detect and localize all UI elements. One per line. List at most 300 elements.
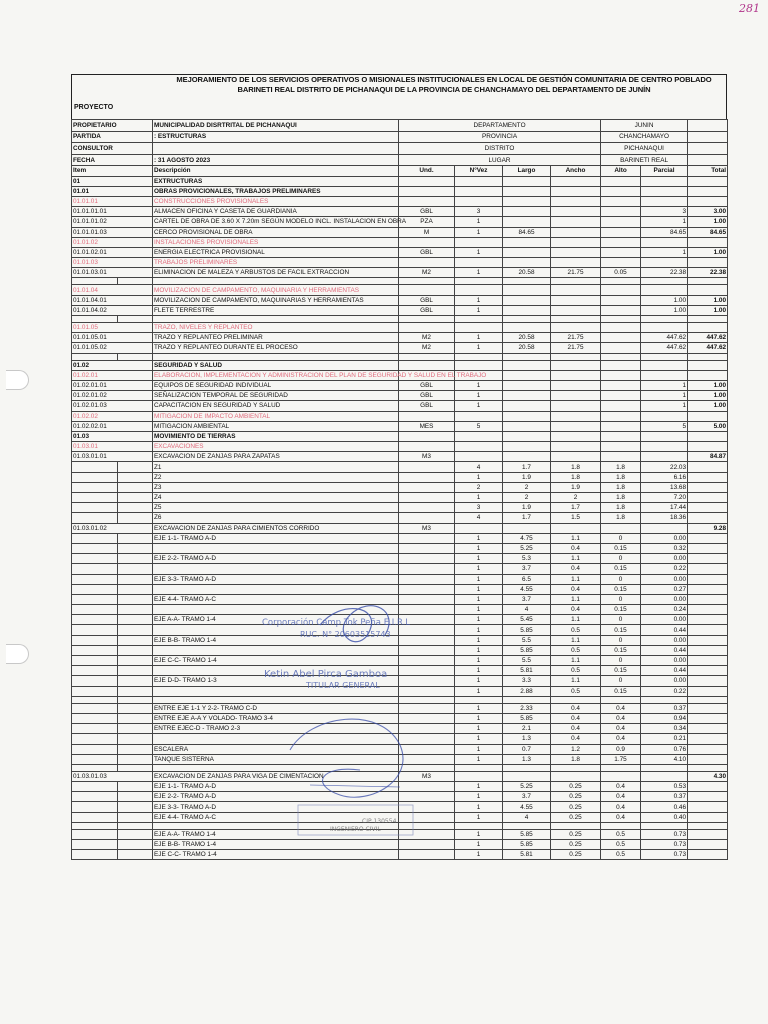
detail-row [72,493,728,503]
partial-cell: 1 [641,401,688,411]
item-row [72,452,728,462]
length-cell: 5.81 [503,666,551,676]
times-cell: 1 [455,829,503,839]
total-cell [688,703,728,713]
total-cell [688,676,728,686]
detail-label: EJE 3-3- TRAMO A-D [153,574,399,584]
times-cell: 1 [455,645,503,655]
partial-cell [641,176,688,186]
detail-label: EJE 4-4- TRAMO A-C [153,812,399,822]
item-description: MOVIMIENTO DE TIERRAS [153,431,399,441]
empty-cell [118,812,153,822]
empty-cell [118,472,153,482]
total-cell: 1.00 [688,401,728,411]
total-cell: 447.62 [688,343,728,353]
total-cell [688,782,728,792]
width-cell: 21.75 [551,343,601,353]
width-cell: 0.4 [551,605,601,615]
item-description: ENERGIA ELECTRICA PROVISIONAL [153,247,399,257]
total-cell [688,574,728,584]
times-cell: 1 [455,724,503,734]
length-cell: 4.75 [503,533,551,543]
width-cell: 1.8 [551,462,601,472]
detail-label: EJE C-C- TRAMO 1-4 [153,656,399,666]
empty-cell [551,316,601,323]
width-cell [551,431,601,441]
info-empty [688,131,728,143]
item-row [72,431,728,441]
height-cell: 0.9 [601,744,641,754]
detail-label: EJE 3-3- TRAMO A-D [153,802,399,812]
length-cell: 20.58 [503,343,551,353]
empty-cell [72,513,118,523]
info-label: PARTIDA [72,131,153,143]
item-row [72,360,728,370]
empty-cell [118,802,153,812]
times-cell: 1 [455,744,503,754]
stamp-engineer: INGENIERO CIVIL [330,826,381,833]
empty-cell [72,840,118,850]
times-cell: 2 [455,482,503,492]
partial-cell: 6.16 [641,472,688,482]
column-header: Ancho [551,166,601,176]
length-cell: 4.55 [503,802,551,812]
item-row [72,268,728,278]
empty-cell [399,353,455,360]
empty-cell [551,822,601,829]
times-cell [455,431,503,441]
blank-row [72,278,728,285]
height-cell [601,431,641,441]
total-cell [688,360,728,370]
info-row [72,120,728,132]
unit-cell [399,186,455,196]
detail-label [153,564,399,574]
total-cell: 9.28 [688,523,728,533]
length-cell [503,391,551,401]
stamp-ruc: RUC. N° 20603515743 [300,630,391,639]
unit-cell [399,533,455,543]
item-description: FLETE TERRESTRE [153,305,399,315]
empty-cell [503,278,551,285]
width-cell: 0.25 [551,792,601,802]
item-code: 01.03 [72,431,153,441]
item-description: EXCAVACION DE ZANJAS PARA CIMIENTOS CORRIDO [153,523,399,533]
detail-label: ENTRE EJE 1-1 Y 2-2- TRAMO C-D [153,703,399,713]
length-cell [503,431,551,441]
empty-cell [503,696,551,703]
height-cell [601,370,641,380]
partial-cell: 1 [641,247,688,257]
empty-cell [72,812,118,822]
total-cell [688,724,728,734]
total-cell: 84.87 [688,452,728,462]
length-cell: 5.85 [503,625,551,635]
total-cell [688,792,728,802]
total-cell [688,503,728,513]
item-description: EXCAVACION DE ZANJAS PARA VIGA DE CIMENTACION [153,771,399,781]
partial-cell: 22.03 [641,462,688,472]
item-description: SEGURIDAD Y SALUD [153,360,399,370]
empty-cell [118,666,153,676]
item-row [72,176,728,186]
partial-cell: 84.65 [641,227,688,237]
empty-cell [118,724,153,734]
times-cell [455,176,503,186]
empty-cell [72,503,118,513]
detail-label: TANQUE SISTERNA [153,754,399,764]
empty-cell [118,554,153,564]
partial-cell: 1.00 [641,305,688,315]
unit-cell: GBL [399,380,455,390]
height-cell: 0.15 [601,645,641,655]
total-cell [688,431,728,441]
empty-cell [551,278,601,285]
width-cell [551,295,601,305]
total-cell: 5.00 [688,421,728,431]
blank-row [72,316,728,323]
length-cell: 3.3 [503,676,551,686]
project-header [71,74,727,119]
total-cell: 1.00 [688,380,728,390]
total-cell: 4.30 [688,771,728,781]
partial-cell: 18.36 [641,513,688,523]
height-cell [601,323,641,333]
detail-row [72,462,728,472]
detail-label: EJE A-A- TRAMO 1-4 [153,615,399,625]
height-cell: 0.4 [601,724,641,734]
width-cell: 0.4 [551,724,601,734]
partial-cell: 0.27 [641,584,688,594]
empty-cell [118,543,153,553]
empty-cell [72,782,118,792]
item-row [72,442,728,452]
length-cell: 20.58 [503,333,551,343]
length-cell: 4 [503,812,551,822]
partial-cell [641,196,688,206]
project-title: MEJORAMIENTO DE LOS SERVICIOS OPERATIVOS O MISIONALES INSTITUCIONALES EN LOCAL DE GESTIÓN COMUNITARIA DE CENTRO POBLADO BARINETI REAL DISTRITO DE PICHANAQUI DE LA PROVINCIA DE CHANCHAMAYO DEL DEPARTAMENTO DE JUNÍN [176,75,712,94]
item-code: 01.02.01.01 [72,380,153,390]
item-row [72,237,728,247]
partial-cell [641,258,688,268]
stamp-holder-title: TITULAR GENERAL [306,681,380,690]
empty-cell [641,764,688,771]
total-cell: 1.00 [688,391,728,401]
item-description: CAPACITACION EN SEGURIDAD Y SALUD [153,401,399,411]
empty-cell [72,482,118,492]
partial-cell: 0.00 [641,615,688,625]
length-cell [503,258,551,268]
empty-cell [118,493,153,503]
item-code: 01.02.01 [72,370,153,380]
empty-cell [118,278,153,285]
times-cell: 1 [455,333,503,343]
detail-label: EJE 1-1- TRAMO A-D [153,782,399,792]
item-description: CERCO PROVISIONAL DE OBRA [153,227,399,237]
empty-cell [118,605,153,615]
height-cell: 0 [601,615,641,625]
partial-cell [641,186,688,196]
empty-cell [118,503,153,513]
height-cell: 1.8 [601,503,641,513]
partial-cell: 3 [641,207,688,217]
total-cell: 1.00 [688,305,728,315]
width-cell: 1.2 [551,744,601,754]
width-cell [551,258,601,268]
times-cell: 1 [455,554,503,564]
length-cell [503,295,551,305]
empty-cell [72,564,118,574]
total-cell [688,442,728,452]
item-row [72,247,728,257]
total-cell [688,802,728,812]
empty-cell [118,513,153,523]
height-cell: 1.8 [601,462,641,472]
partial-cell: 447.62 [641,343,688,353]
item-description: ELIMINACION DE MALEZA Y ARBUSTOS DE FACIL EXTRACCION [153,268,399,278]
empty-cell [118,840,153,850]
total-cell [688,713,728,723]
width-cell [551,196,601,206]
info-key: DEPARTAMENTO [399,120,601,132]
unit-cell [399,411,455,421]
times-cell [455,186,503,196]
item-description: EXCAVACIONES [153,442,399,452]
unit-cell: GBL [399,305,455,315]
total-cell [688,323,728,333]
height-cell: 0 [601,635,641,645]
item-code: 01.01.05.02 [72,343,153,353]
width-cell [551,237,601,247]
item-code: 01.01.01.01 [72,207,153,217]
partial-cell: 0.22 [641,564,688,574]
info-key-value: JUNIN [601,120,688,132]
height-cell: 0.15 [601,686,641,696]
unit-cell: M3 [399,771,455,781]
empty-cell [72,574,118,584]
height-cell [601,343,641,353]
times-cell [455,196,503,206]
height-cell: 0.15 [601,625,641,635]
detail-row [72,513,728,523]
width-cell [551,360,601,370]
unit-cell: GBL [399,295,455,305]
detail-label [153,584,399,594]
empty-cell [118,792,153,802]
empty-cell [72,713,118,723]
item-row [72,186,728,196]
empty-cell [72,666,118,676]
column-header: Und. [399,166,455,176]
unit-cell [399,574,455,584]
empty-cell [118,564,153,574]
length-cell [503,285,551,295]
item-row [72,227,728,237]
detail-label: EJE B-B- TRAMO 1-4 [153,840,399,850]
item-row [72,370,728,380]
empty-cell [72,594,118,604]
detail-row [72,564,728,574]
empty-cell [399,316,455,323]
times-cell: 1 [455,666,503,676]
total-cell [688,411,728,421]
item-code: 01.03.01.03 [72,771,153,781]
total-cell [688,666,728,676]
length-cell: 5.45 [503,615,551,625]
empty-cell [601,353,641,360]
total-cell [688,686,728,696]
width-cell: 1.1 [551,635,601,645]
width-cell [551,247,601,257]
empty-cell [72,554,118,564]
empty-cell [601,822,641,829]
height-cell: 0.4 [601,782,641,792]
item-row [72,401,728,411]
detail-label: ENTRE EJE A-A Y VOLADO- TRAMO 3-4 [153,713,399,723]
empty-cell [72,792,118,802]
width-cell [551,370,601,380]
height-cell [601,411,641,421]
empty-cell [118,764,153,771]
partial-cell: 0.40 [641,812,688,822]
times-cell: 1 [455,472,503,482]
partial-cell: 0.76 [641,744,688,754]
height-cell: 0.05 [601,268,641,278]
item-row [72,421,728,431]
item-description: TRAZO Y REPLANTEO PRELIMINAR [153,333,399,343]
partial-cell: 0.73 [641,829,688,839]
height-cell: 0.4 [601,734,641,744]
width-cell: 1.1 [551,656,601,666]
width-cell: 0.25 [551,829,601,839]
item-row [72,217,728,227]
empty-cell [118,703,153,713]
unit-cell [399,176,455,186]
length-cell: 3.7 [503,594,551,604]
info-row [72,143,728,155]
detail-label: Z5 [153,503,399,513]
item-code: 01.03.01.02 [72,523,153,533]
info-empty [688,143,728,155]
total-cell: 1.00 [688,295,728,305]
times-cell: 1 [455,217,503,227]
stamp-company: Corporación Camp Tok Peña E.I.R.L [262,618,411,628]
total-cell [688,186,728,196]
item-code: 01 [72,176,153,186]
item-row [72,380,728,390]
times-cell: 1 [455,543,503,553]
empty-cell [601,764,641,771]
height-cell [601,217,641,227]
height-cell [601,305,641,315]
item-code: 01.02.01.03 [72,401,153,411]
length-cell: 1.7 [503,513,551,523]
length-cell [503,323,551,333]
times-cell: 1 [455,656,503,666]
detail-label: ESCALERA [153,744,399,754]
empty-cell [72,543,118,553]
empty-cell [72,850,118,860]
length-cell: 5.25 [503,782,551,792]
item-code: 01.01.04.02 [72,305,153,315]
height-cell [601,771,641,781]
column-header: Alto [601,166,641,176]
width-cell: 0.5 [551,645,601,655]
unit-cell [399,285,455,295]
times-cell [455,411,503,421]
item-row [72,207,728,217]
item-code: 01.01.05 [72,323,153,333]
length-cell: 5.5 [503,656,551,666]
height-cell [601,285,641,295]
height-cell: 0 [601,554,641,564]
info-label: CONSULTOR [72,143,153,155]
empty-cell [72,462,118,472]
item-row [72,305,728,315]
empty-cell [72,533,118,543]
width-cell: 0.4 [551,564,601,574]
item-description: MITIGACION AMBIENTAL [153,421,399,431]
total-cell [688,554,728,564]
partial-cell: 0.44 [641,625,688,635]
item-description: CONSTRUCCIONES PROVISIONALES [153,196,399,206]
partial-cell: 0.00 [641,574,688,584]
partial-cell: 0.73 [641,850,688,860]
empty-cell [72,754,118,764]
item-row [72,523,728,533]
total-cell [688,594,728,604]
times-cell: 1 [455,380,503,390]
unit-cell: M2 [399,343,455,353]
empty-cell [72,696,118,703]
total-cell: 447.62 [688,333,728,343]
empty-cell [118,754,153,764]
item-row [72,333,728,343]
length-cell: 2 [503,493,551,503]
total-cell [688,564,728,574]
item-description: TRAZO Y REPLANTEO DURANTE EL PROCESO [153,343,399,353]
partial-cell [641,285,688,295]
item-description: INSTALACIONES PROVISIONALES [153,237,399,247]
info-empty [688,120,728,132]
empty-cell [72,829,118,839]
times-cell: 1 [455,850,503,860]
times-cell: 1 [455,713,503,723]
empty-cell [72,353,118,360]
item-code: 01.02.01.02 [72,391,153,401]
height-cell: 1.8 [601,482,641,492]
times-cell: 1 [455,734,503,744]
height-cell: 0.4 [601,713,641,723]
total-cell [688,258,728,268]
item-description: EQUIPOS DE SEGURIDAD INDIVIDUAL [153,380,399,390]
times-cell [455,285,503,295]
height-cell [601,207,641,217]
item-description: TRABAJOS PRELIMINARES [153,258,399,268]
times-cell: 1 [455,564,503,574]
item-row [72,391,728,401]
empty-cell [503,764,551,771]
height-cell [601,227,641,237]
length-cell: 1.7 [503,462,551,472]
width-cell: 2 [551,493,601,503]
detail-label: Z1 [153,462,399,472]
total-cell [688,605,728,615]
total-cell [688,734,728,744]
info-value [153,143,399,155]
unit-cell [399,442,455,452]
width-cell [551,411,601,421]
